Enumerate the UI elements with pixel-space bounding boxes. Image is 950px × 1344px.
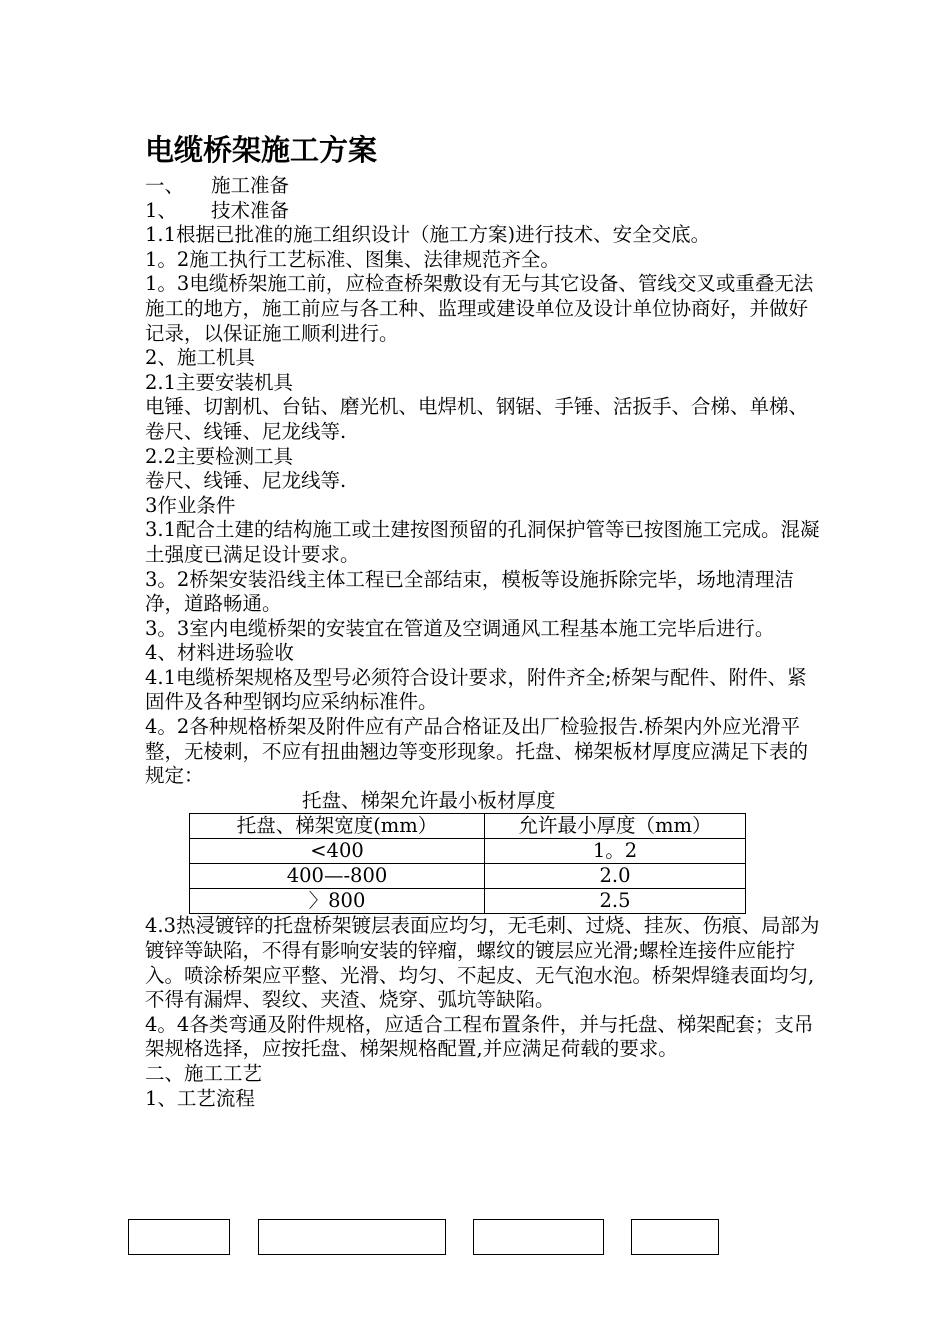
page-title: 电缆桥架施工方案 bbox=[145, 133, 378, 167]
heading-text: 施工准备 bbox=[211, 174, 290, 197]
document-body bbox=[145, 132, 825, 1111]
section-heading-1 bbox=[145, 174, 825, 199]
table-cell: 400—-800 bbox=[190, 864, 485, 889]
table-cell: <400 bbox=[190, 839, 485, 864]
table-cell: 〉800 bbox=[190, 889, 485, 914]
table-cell: 2.5 bbox=[485, 889, 746, 914]
subheading-technical bbox=[145, 199, 825, 224]
paragraph-1-3: 1。3电缆桥架施工前，应检查桥架敷设有无与其它设备、管线交叉或重叠无法施工的地方，施工前应与各工种、监理或建设单位及设计单位协商好，并做好记录，以保证施工顺利进行。 bbox=[145, 272, 814, 345]
paragraph-4-1: 4.1电缆桥架规格及型号必须符合设计要求，附件齐全;桥架与配件、附件、紧固件及各种型钢均应采纳标准件。 bbox=[145, 665, 807, 714]
heading-number: 一、 bbox=[145, 174, 185, 197]
paragraph-1-1: 1.1根据已批准的施工组织设计（施工方案)进行技术、安全交底。 bbox=[145, 223, 711, 247]
table-row bbox=[190, 889, 746, 914]
paragraph-3-2: 3。2桥架安装沿线主体工程已全部结束，模板等设施拆除完毕，场地清理洁净，道路畅通。 bbox=[145, 567, 794, 616]
subheading-conditions: 3作业条件 bbox=[145, 493, 236, 517]
paragraph-2-1-body: 电锤、切割机、台钻、磨光机、电焊机、钢锯、手锤、活扳手、合梯、单梯、卷尺、线锤、尼龙线等. bbox=[145, 395, 809, 443]
section-heading-2: 二、施工工艺 bbox=[145, 1062, 263, 1085]
paragraph-2-2-body: 卷尺、线锤、尼龙线等. bbox=[145, 469, 347, 493]
subheading-materials: 4、材料进场验收 bbox=[145, 641, 294, 665]
table-header-cell: 允许最小厚度（mm） bbox=[485, 814, 746, 839]
subheading-number: 1、 bbox=[145, 198, 177, 222]
paragraph-4-3: 4.3热浸镀锌的托盘桥架镀层表面应均匀，无毛刺、过烧、挂灰、伤痕、局部为镀锌等缺陷，不得有影响安装的锌瘤，螺纹的镀层应光滑;螺栓连接件应能拧入。喷涂桥架应平整、光滑、均匀、不起皮、无气泡水泡。桥架焊缝表面均匀,不得有漏焊、裂纹、夹渣、烧穿、弧坑等缺陷。 bbox=[145, 914, 820, 1012]
paragraph-2-2-title: 2.2主要检测工具 bbox=[145, 444, 294, 468]
table-cell: 2.0 bbox=[485, 864, 746, 889]
thickness-table bbox=[189, 813, 746, 914]
table-cell: 1。2 bbox=[485, 839, 746, 864]
paragraph-4-2: 4。2各种规格桥架及附件应有产品合格证及出厂检验报告.桥架内外应光滑平整，无棱刺，不应有扭曲翘边等变形现象。托盘、梯架板材厚度应满足下表的规定： bbox=[145, 715, 809, 788]
table-row bbox=[190, 864, 746, 889]
table-header-row bbox=[190, 814, 746, 839]
table-header-cell: 托盘、梯架宽度(mm） bbox=[190, 814, 485, 839]
subheading-process-flow: 1、工艺流程 bbox=[145, 1086, 255, 1110]
paragraph-2-1-title: 2.1主要安装机具 bbox=[145, 370, 294, 394]
paragraph-3-1: 3.1配合土建的结构施工或土建按图预留的孔洞保护管等已按图施工完成。混凝土强度已满足设计要求。 bbox=[145, 518, 820, 566]
flowchart-box bbox=[473, 1219, 604, 1255]
flowchart-box bbox=[631, 1219, 719, 1255]
flowchart-box bbox=[258, 1219, 446, 1255]
table-row bbox=[190, 839, 746, 864]
paragraph-3-3: 3。3室内电缆桥架的安装宜在管道及空调通风工程基本施工完毕后进行。 bbox=[145, 616, 775, 640]
subheading-text: 技术准备 bbox=[211, 198, 290, 222]
paragraph-1-2: 1。2施工执行工艺标准、图集、法律规范齐全。 bbox=[145, 247, 560, 271]
paragraph-4-4: 4。4各类弯通及附件规格，应适合工程布置条件，并与托盘、梯架配套；支吊架规格选择，应按托盘、梯架规格配置,并应满足荷载的要求。 bbox=[145, 1012, 814, 1061]
subheading-tools: 2、施工机具 bbox=[145, 346, 255, 370]
flowchart-box bbox=[128, 1219, 230, 1255]
table-caption: 托盘、梯架允许最小板材厚度 bbox=[302, 788, 556, 812]
